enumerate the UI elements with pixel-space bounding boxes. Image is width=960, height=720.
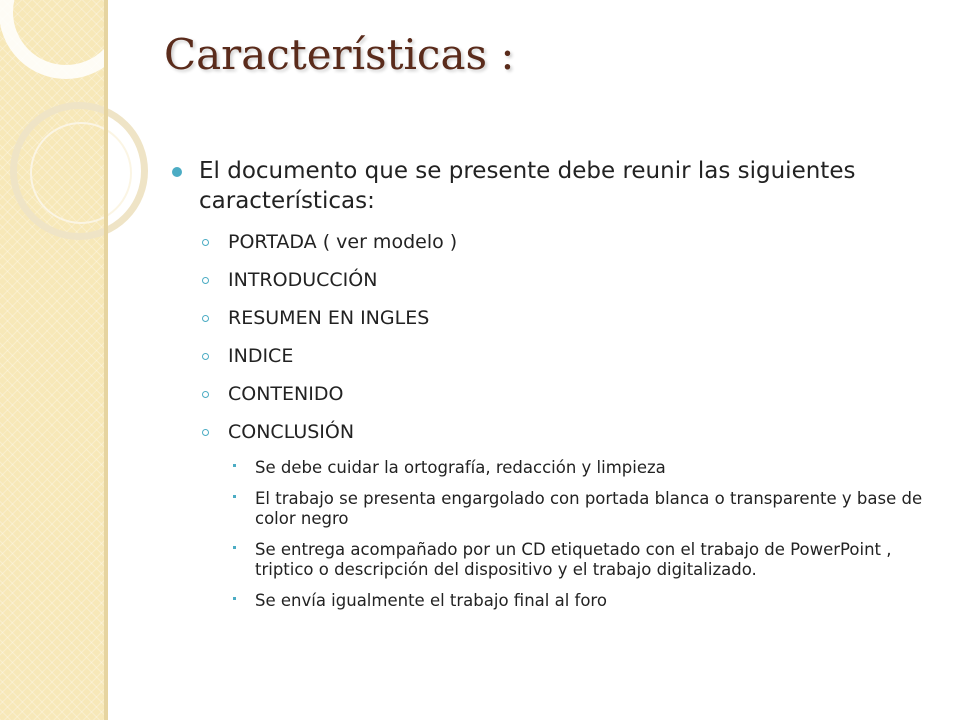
bullet-square-icon <box>233 597 236 600</box>
note-item-text: Se envía igualmente el trabajo final al foro <box>255 591 607 610</box>
bullet-ring-icon <box>202 315 209 322</box>
decorative-ring <box>30 122 132 224</box>
note-item-text: Se debe cuidar la ortografía, redacción y limpieza <box>255 458 666 477</box>
note-item-text: Se entrega acompañado por un CD etiquetado con el trabajo de PowerPoint , triptico o descripción del dispositivo y el trabajo digitalizado. <box>255 540 892 579</box>
section-item-text: CONTENIDO <box>228 383 344 405</box>
note-item-text: El trabajo se presenta engargolado con portada blanca o transparente y base de color negro <box>255 489 923 528</box>
bullet-ring-icon <box>202 429 209 436</box>
bullet-ring-icon <box>202 353 209 360</box>
section-item <box>172 382 934 406</box>
bullet-dot-icon <box>172 167 182 177</box>
note-item <box>172 540 934 580</box>
bullet-ring-icon <box>202 277 209 284</box>
bullet-ring-icon <box>202 239 209 246</box>
section-item <box>172 344 934 368</box>
bullet-ring-icon <box>202 391 209 398</box>
note-item <box>172 458 934 478</box>
decorative-ring <box>0 0 133 79</box>
section-item <box>172 268 934 292</box>
side-band-edge <box>104 0 108 720</box>
section-item <box>172 306 934 330</box>
section-item-text: INTRODUCCIÓN <box>228 269 378 291</box>
note-item <box>172 591 934 611</box>
slide-title: Características : <box>164 30 515 79</box>
main-bullet-item <box>172 156 934 216</box>
main-bullet-text: El documento que se presente debe reunir las siguientes características: <box>199 158 856 214</box>
section-item-text: CONCLUSIÓN <box>228 421 355 443</box>
content-area <box>172 156 934 622</box>
section-item-text: PORTADA ( ver modelo ) <box>228 231 458 253</box>
bullet-square-icon <box>233 495 236 498</box>
decorative-side-band <box>0 0 104 720</box>
section-item-text: RESUMEN EN INGLES <box>228 307 430 329</box>
section-item <box>172 230 934 254</box>
bullet-square-icon <box>233 546 236 549</box>
section-item <box>172 420 934 444</box>
note-item <box>172 489 934 529</box>
bullet-square-icon <box>233 464 236 467</box>
section-item-text: INDICE <box>228 345 294 367</box>
